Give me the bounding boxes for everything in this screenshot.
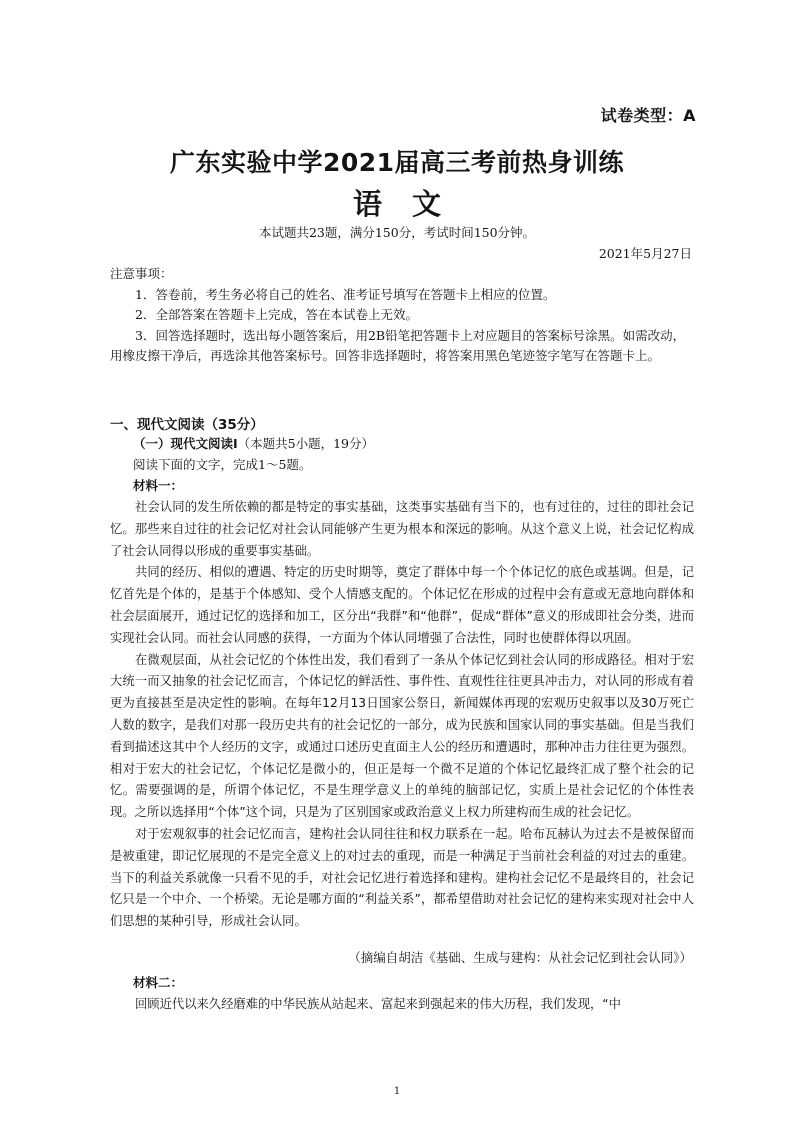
paragraph: 社会认同的发生所依赖的都是特定的事实基础，这类事实基础有当下的，也有过往的，过往的即社会记忆。那些来自过往的社会记忆对社会认同能够产生更为根本和深远的影响。从这个意义上说，社会记忆构成了社会认同得以形成的重要事实基础。 — [110, 500, 694, 558]
paragraph: 回顾近代以来久经磨难的中华民族从站起来、富起来到强起来的伟大历程，我们发现，“中 — [135, 997, 621, 1011]
notes-block — [110, 264, 692, 367]
exam-info: 本试题共23题，满分150分，考试时间150分钟。 — [258, 225, 536, 240]
exam-date: 2021年5月27日 — [598, 246, 692, 261]
sub-section-detail: （本题共5小题，19分） — [237, 436, 375, 451]
sub-section-title: （一）现代文阅读Ⅰ — [133, 436, 238, 451]
section-heading: 一、现代文阅读（35分） — [110, 417, 264, 433]
notes-item-1: 1．答卷前，考生务必将自己的姓名、准考证号填写在答题卡上相应的位置。 — [135, 286, 556, 302]
notes-heading: 注意事项： — [110, 266, 173, 281]
material-1-text — [110, 497, 694, 933]
material-1-label: 材料一： — [133, 478, 184, 493]
material-2-text — [110, 994, 694, 1016]
material-1-source: （摘编自胡洁《基础、生成与建构：从社会记忆到社会认同》） — [348, 950, 692, 965]
paragraph: 共同的经历、相似的遭遇、特定的历史时期等，奠定了群体中每一个个体记忆的底色或基调。但是，记忆首先是个体的，是基于个体感知、受个人情感支配的。个体记忆在形成的过程中会有意或无意地向群体和社会层面展开，通过记忆的选择和加工，区分出“我群”和“他群”，促成“群体”意义的形成即社会分类，进而实现社会认同。而社会认同感的获得，一方面为个体认同增强了合法性，同时也使群体得以巩固。 — [110, 565, 694, 645]
paragraph: 在微观层面，从社会记忆的个体性出发，我们看到了一条从个体记忆到社会认同的形成路径。相对于宏大统一而又抽象的社会记忆而言，个体记忆的鲜活性、事件性、直观性往往更具冲击力，对认同的形成有着更为直接甚至是决定性的影响。在每年12月13日国家公祭日，新闻媒体再现的宏观历史叙事以及30万死亡人数的数字，是我们对那一段历史共有的社会记忆的一部分，成为民族和国家认同的事实基础。但是当我们看到描述这其中个人经历的文字，或通过口述历史直面主人公的经历和遭遇时，那种冲击力往往更为强烈。相对于宏大的社会记忆，个体记忆是微小的，但正是每一个微不足道的个体记忆最终汇成了整个社会的记忆。需要强调的是，所谓个体记忆，不是生理学意义上的单纯的脑部记忆，实质上是社会记忆的个体性表现。之所以选择用“个体”这个词，只是为了区别国家或政治意义上权力所建构而生成的社会记忆。 — [110, 652, 694, 820]
material-2-label: 材料二： — [133, 975, 184, 990]
paragraph: 对于宏观叙事的社会记忆而言，建构社会认同往往和权力联系在一起。哈布瓦赫认为过去不是被保留而是被重建，即记忆展现的不是完全意义上的对过去的重现，而是一种满足于当前社会利益的对过去的重建。当下的利益关系就像一只看不见的手，对社会记忆进行着选择和建构。建构社会记忆不是最终目的，社会记忆只是一个中介、一个桥梁。无论是哪方面的“利益关系”，都希望借助对社会记忆的建构来实现对社会中人们思想的某种引导，形成社会认同。 — [110, 826, 694, 929]
sub-section-heading — [133, 434, 374, 452]
notes-item-2: 2．全部答案在答题卡上完成，答在本试卷上无效。 — [135, 307, 418, 322]
notes-item-3: 3．回答选择题时，选出每小题答案后，用2B铅笔把答题卡上对应题目的答案标号涂黑。如需改动，用橡皮擦干净后，再选涂其他答案标号。回答非选择题时，将答案用黑色笔迹签字笔写在答题卡上。 — [110, 327, 686, 363]
subject-title: 语文 — [352, 187, 471, 221]
reading-instruction: 阅读下面的文字，完成1～5题。 — [133, 457, 312, 472]
exam-type-label: 试卷类型：A — [600, 106, 696, 125]
page-number: 1 — [393, 1086, 401, 1097]
exam-title: 广东实验中学2021届高三考前热身训练 — [169, 148, 625, 177]
